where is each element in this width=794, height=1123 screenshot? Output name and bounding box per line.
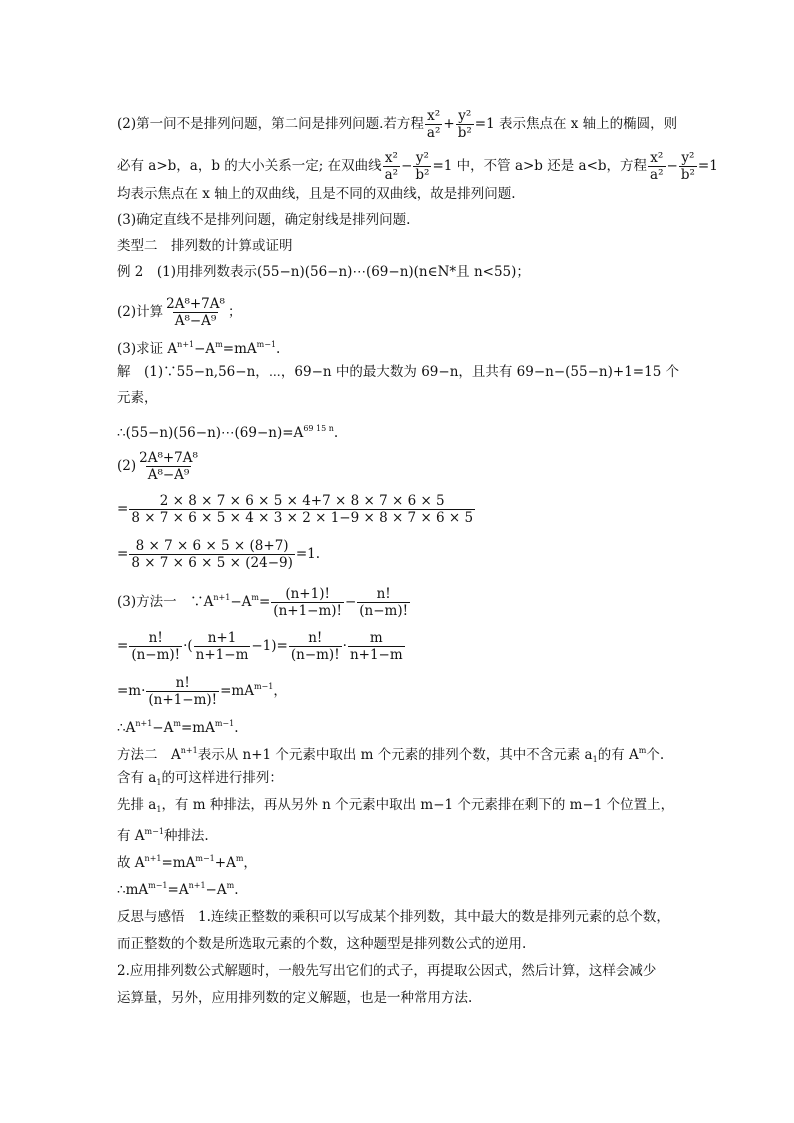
text-run: 种排法. <box>163 828 209 844</box>
text-line <box>117 742 664 769</box>
fraction <box>357 586 410 619</box>
text-run: ∴(55−n)(56−n)⋯(69−n)=A <box>117 425 304 441</box>
denominator: b² <box>680 167 695 183</box>
numerator: x² <box>650 150 664 166</box>
fraction <box>289 630 342 663</box>
text-line <box>117 877 239 899</box>
denominator: (n−m)! <box>290 647 340 663</box>
text-run: . <box>333 425 339 441</box>
numerator: y² <box>458 108 472 124</box>
text-run: 运算量，另外，应用排列数的定义解题，也是一种常用方法. <box>117 990 473 1006</box>
text-run: 个. <box>646 747 665 763</box>
superscript: m−1 <box>214 719 235 728</box>
text-run: 必有 a>b，a，b 的大小关系一定; 在双曲线 <box>117 158 382 174</box>
text-line <box>117 769 283 792</box>
text-run: = <box>117 501 129 517</box>
text-line <box>117 493 476 526</box>
superscript: m−1 <box>148 881 168 890</box>
superscript: m <box>173 719 181 728</box>
text-line <box>117 450 201 483</box>
superscript: m <box>215 340 223 349</box>
text-run: (2) <box>117 458 137 474</box>
denominator: a² <box>384 167 399 183</box>
fraction <box>164 296 227 329</box>
superscript: m−1 <box>253 682 274 691</box>
text-run: =mA <box>222 341 257 357</box>
fraction <box>194 630 251 663</box>
text-line <box>117 823 209 845</box>
text-line <box>117 796 674 819</box>
text-run: 的有 A <box>597 747 639 763</box>
text-run: =mA <box>161 855 196 871</box>
fraction <box>425 108 442 141</box>
text-run: 含有 a <box>117 770 157 786</box>
denominator: a² <box>650 167 664 183</box>
superscript: n+1 <box>180 746 198 755</box>
text-line <box>117 263 530 281</box>
superscript: m <box>638 746 647 755</box>
numerator: n! <box>148 630 163 646</box>
text-run: − <box>344 594 357 610</box>
numerator: m <box>369 630 383 646</box>
text-run: − <box>401 158 413 174</box>
text-line <box>117 586 411 619</box>
text-run: =1 <box>697 158 718 174</box>
text-line <box>117 989 472 1007</box>
text-run: ∴A <box>117 720 136 736</box>
fraction <box>348 630 405 663</box>
fraction <box>679 150 697 183</box>
superscript: n+1 <box>177 340 195 349</box>
denominator: n+1−m <box>349 647 403 663</box>
text-run: −A <box>152 720 174 736</box>
text-run: 反思与感悟 1.连续正整数的乘积可以写成某个排列数，其中最大的数是排列元素的总个数， <box>117 909 670 925</box>
denominator: A⁸−A⁹ <box>174 313 217 329</box>
text-run: 的可这样进行排列： <box>161 770 283 786</box>
text-run: 有 A <box>117 828 145 844</box>
denominator: A⁸−A⁹ <box>147 467 190 483</box>
numerator: 2A⁸+7A⁸ <box>139 450 198 466</box>
text-run: . <box>276 341 281 357</box>
numerator: y² <box>681 150 695 166</box>
text-run: 均表示焦点在 x 轴上的双曲线，且是不同的双曲线，故是排列问题. <box>117 186 516 202</box>
text-run: ，有 m 种排法，再从另外 n 个元素中取出 m−1 个元素排在剩下的 m−1 个位置上， <box>161 797 675 813</box>
superscript: m <box>235 854 244 863</box>
fraction <box>383 150 400 183</box>
superscript: m−1 <box>256 340 277 349</box>
fraction <box>129 493 475 526</box>
text-run: 2.应用排列数公式解题时，一般先写出它们的式子，再提取公因式，然后计算，这样会减少 <box>117 963 657 979</box>
text-line <box>117 962 656 980</box>
numerator: n! <box>175 675 190 691</box>
fraction <box>129 538 295 571</box>
text-run: − <box>666 158 678 174</box>
text-run: 例 2 (1)用排列数表示(55−n)(56−n)⋯(69−n)(n∈N*且 n<55)； <box>117 264 530 280</box>
text-run: =mA <box>220 683 254 699</box>
numerator: y² <box>415 150 429 166</box>
text-run: = <box>117 546 129 562</box>
denominator: a² <box>426 125 441 141</box>
fraction <box>648 150 665 183</box>
text-line <box>117 237 293 255</box>
denominator: (n−m)! <box>359 603 409 619</box>
numerator: n! <box>376 586 391 602</box>
text-run: 表示从 n+1 个元素中取出 m 个元素的排列个数，其中不含元素 a <box>197 747 593 763</box>
subscript: 1 <box>592 755 598 764</box>
fraction <box>413 150 431 183</box>
text-line <box>117 715 239 737</box>
text-run: 先排 a <box>117 797 157 813</box>
numerator: x² <box>427 108 441 124</box>
superscript: n+1 <box>135 719 153 728</box>
text-run: ·( <box>183 638 193 654</box>
text-run: · <box>342 638 347 654</box>
superscript: m−1 <box>195 854 215 863</box>
text-run: =1 表示焦点在 x 轴上的椭圆，则 <box>474 116 678 132</box>
text-run: (3)方法一 ∵A <box>117 594 214 610</box>
superscript: n+1 <box>213 593 231 602</box>
text-run: ； <box>227 304 242 320</box>
text-run: . <box>234 720 239 736</box>
denominator: (n−m)! <box>131 647 181 663</box>
numerator: n! <box>308 630 323 646</box>
text-run: +A <box>214 855 236 871</box>
text-line <box>117 363 679 381</box>
text-run: 故 A <box>117 855 145 871</box>
text-line <box>117 850 257 872</box>
numerator: (n+1)! <box>285 586 330 602</box>
denominator: (n+1−m)! <box>148 692 218 708</box>
subscript: 1 <box>156 778 162 787</box>
text-run: =1 中，不管 a>b 还是 a<b，方程 <box>432 158 648 174</box>
numerator: x² <box>384 150 398 166</box>
text-line <box>117 389 158 407</box>
denominator: 8 × 7 × 6 × 5 × 4 × 3 × 2 × 1−9 × 8 × 7 × 6 × 5 <box>131 510 474 526</box>
text-line <box>117 211 410 229</box>
numerator: 2A⁸+7A⁸ <box>166 296 225 312</box>
superscript: n+1 <box>188 881 206 890</box>
numerator: 8 × 7 × 6 × 5 × (8+7) <box>135 538 289 554</box>
text-run: 类型二 排列数的计算或证明 <box>117 238 293 254</box>
text-line <box>117 150 718 183</box>
denominator: 8 × 7 × 6 × 5 × (24−9) <box>131 555 293 571</box>
text-run: (2)第一问不是排列问题，第二问是排列问题.若方程 <box>117 116 424 132</box>
text-run: + <box>443 116 455 132</box>
denominator: n+1−m <box>195 647 249 663</box>
text-run: (3)求证 A <box>117 341 178 357</box>
text-run: = <box>258 594 271 610</box>
denominator: b² <box>415 167 430 183</box>
text-run: −A <box>230 594 252 610</box>
superscript: 69 15 n <box>303 424 334 433</box>
numerator: 2 × 8 × 7 × 6 × 5 × 4+7 × 8 × 7 × 6 × 5 <box>159 493 445 509</box>
text-run: 而正整数的个数是所选取元素的个数，这种题型是排列数公式的逆用. <box>117 936 527 952</box>
text-line <box>117 296 241 329</box>
fraction <box>137 450 200 483</box>
text-run: −A <box>205 882 227 898</box>
text-run: ， <box>273 683 287 699</box>
subscript: 1 <box>156 805 162 814</box>
fraction <box>271 586 344 619</box>
text-line <box>117 108 677 141</box>
text-run: = <box>117 638 129 654</box>
superscript: m−1 <box>144 827 164 836</box>
text-line <box>117 185 516 203</box>
text-run: =m· <box>117 683 146 699</box>
denominator: (n+1−m)! <box>273 603 342 619</box>
fraction <box>456 108 474 141</box>
numerator: n+1 <box>207 630 237 646</box>
text-line <box>117 675 287 708</box>
text-run: =A <box>167 882 189 898</box>
fraction <box>129 630 182 663</box>
text-line <box>117 538 320 571</box>
text-run: 方法二 A <box>117 747 181 763</box>
text-line <box>117 630 406 663</box>
text-line <box>117 908 670 926</box>
text-run: (3)确定直线不是排列问题，确定射线是排列问题. <box>117 212 411 228</box>
fraction <box>146 675 219 708</box>
text-run: ∴mA <box>117 882 149 898</box>
text-run: =mA <box>180 720 215 736</box>
text-run: −A <box>194 341 216 357</box>
superscript: m <box>226 881 235 890</box>
text-line <box>117 420 338 442</box>
text-run: −1)= <box>251 638 288 654</box>
superscript: m <box>251 593 259 602</box>
text-line <box>117 336 280 358</box>
denominator: b² <box>457 125 472 141</box>
text-run: . <box>234 882 239 898</box>
superscript: n+1 <box>144 854 162 863</box>
text-run: ， <box>243 855 257 871</box>
text-run: 解 (1)∵55−n,56−n，⋯，69−n 中的最大数为 69−n，且共有 69−n−(55−n)+1=15 个 <box>117 364 680 380</box>
text-run: =1. <box>295 546 321 562</box>
text-line <box>117 935 526 953</box>
text-run: (2)计算 <box>117 304 164 320</box>
text-run: 元素， <box>117 390 158 406</box>
